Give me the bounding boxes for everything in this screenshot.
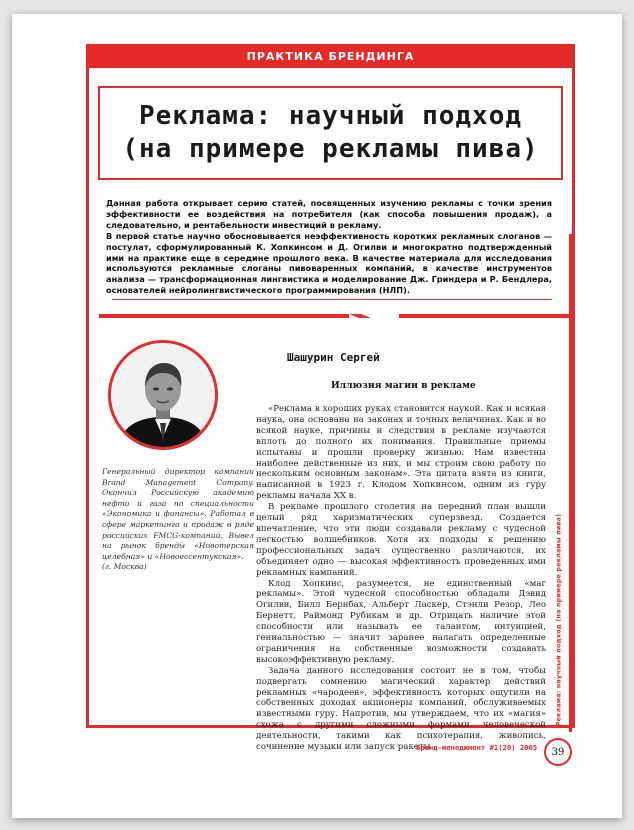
bio-location: (г. Москва) [102, 562, 147, 572]
abstract-paragraph: В первой статье научно обосновывается неэффективность коротких рекламных слоганов — постулат, сформулированный К. Хопкинсом и Д. Огилви и многократно подтвержденный ими на практике еще в середине прошлого века. В качестве материала для исследования используются рекламные слоганы пивоваренных компаний, в качестве инструментов анализа — трансформационная лингвистика и моделирование Дж. Гриндера и Р. Бендлера, основателей нейролингвистического программирования (НЛП). [106, 230, 552, 296]
author-bio [102, 467, 254, 573]
page-number [544, 738, 572, 766]
magazine-page [12, 14, 622, 818]
author-name: Шашурин Сергей [287, 351, 380, 364]
title-line-1: Реклама: научный подход [138, 101, 523, 131]
section-band [86, 44, 575, 68]
decorative-bar [99, 311, 569, 321]
side-rule [569, 234, 572, 732]
page-number-text: 39 [551, 746, 565, 758]
article-paragraph: Задача данного исследования состоит не в том, чтобы подвергать сомнению магический характер действий рекламных «чародеев», эффективность которых ощутили на собственных доходах акционеры компаний, обслуживаемых известными гуру. Напротив, мы утверждаем, что их «магия» схожа с другими сложными формами человеческой деятельности, такими как психотерапия, живопись, сочинение музыки или запуск ракеты [256, 665, 546, 753]
article-paragraph: Клод Хопкинс, разумеется, не единственный «маг рекламы». Этой чудесной способностью обладали Дэвид Огилви, Билл Бернбах, Альберт Ласкер, Стэнли Резор, Лео Бернетт, Раймонд Рубикам и др. Отрицать наличие этой способности или называть ее талантом, интуицией, гениальностью — значит заранее налагать определенные ограничения на собственные возможности создавать высокоэффективную рекламу. [256, 578, 546, 665]
article-paragraph: В рекламе прошлого столетия на передний план вышли целый ряд харизматических суперзвезд. Создается впечатление, что эти люди создавали рекламу с чудесной легкостью волшебников. Хотя их подходы к решению профессиональных задач существенно различаются, их объединяет одно — высокая эффективность проведенных ими рекламных кампаний. [256, 502, 546, 578]
bio-text: Генеральный директор компании Brand Management Company. Окончил Российскую академию нефти и газа по специальности «Экономика и финансы». Работал в сфере маркетинга и продаж в ряде российских FMCG-компаний. Вывел на рынок бренды «Новотерская целебная» и «Новоессентукская». [102, 467, 254, 561]
running-title-text: Реклама: научный подход (на примере рекламы пива) [555, 513, 563, 727]
title-box [98, 86, 563, 180]
journal-footer: Бренд-менеджмент #1(20) 2005 [416, 743, 538, 752]
section-title: Иллюзия магии в рекламе [331, 380, 476, 391]
section-label: ПРАКТИКА БРЕНДИНГА [246, 49, 415, 63]
portrait-image [111, 343, 215, 447]
author-photo [108, 340, 218, 450]
article-paragraph: «Реклама в хороших руках становится наукой. Как и всякая наука, она основана на законах и точных величинах. Как и во всякой науке, причины и следствия в рекламе изучаются вплоть до полного их понимания. Правильные приемы испытаны и прошли проверку жизнью. Нам известны наиболее действенные из них, и мы строим свою работу по нескольким основным законам». Эта цитата взята из книги, написанной в 1923 г. Клодом Хопкинсом, одним из гуру рекламы начала XX в. [256, 404, 546, 502]
title-line-2: (на примере рекламы пива) [122, 134, 539, 164]
running-title [553, 512, 565, 728]
divider [112, 299, 552, 300]
abstract-paragraph: Данная работа открывает серию статей, посвященных изучению рекламы с точки зрения эффективности ее воздействия на потребителя (как способа повышения продаж), а следовательно, и рентабельности инвестиций в рекламу. [106, 198, 552, 230]
abstract [106, 198, 552, 296]
article-body [256, 404, 546, 753]
